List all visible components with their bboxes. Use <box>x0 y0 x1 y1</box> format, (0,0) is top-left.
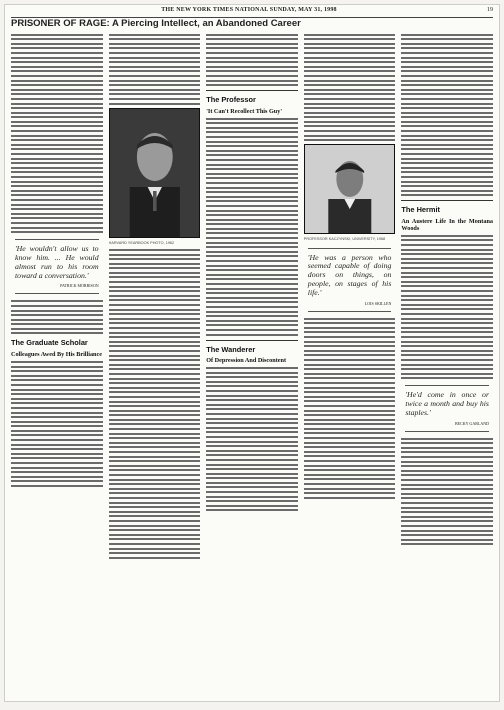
column-4 <box>304 31 396 695</box>
pull-quote-2-text: 'He was a person who seemed capable of doing doors on things, on people, on stages of his life.' <box>307 252 392 297</box>
page-number: 19 <box>487 7 493 13</box>
article-columns <box>11 31 493 695</box>
headline: PRISONER OF RAGE: A Piercing Intellect, an Abandoned Career <box>11 18 301 29</box>
pull-quote-1-text: 'He wouldn't allow us to know him. ... He would almost run to his room toward a conversation.' <box>15 244 99 280</box>
masthead-title: THE NEW YORK TIMES NATIONAL SUNDAY, MAY 31, 1998 <box>161 7 337 13</box>
pull-quote-3-byline: BECKY GARLAND <box>455 420 489 426</box>
section-hermit-heading: The Hermit <box>401 205 440 215</box>
section-wanderer-heading: The Wanderer <box>206 344 256 354</box>
pull-quote-3-text: 'He'd come in once or twice a month and buy his staples.' <box>405 390 489 417</box>
column-2 <box>109 31 201 695</box>
section-professor-heading: The Professor <box>206 95 256 105</box>
newspaper-page <box>4 4 500 702</box>
pull-quote-2-byline: LOIS SKILLEN <box>364 300 392 306</box>
pull-quote-2 <box>308 248 392 312</box>
photo-1 <box>109 108 201 238</box>
section-hermit-subtitle: An Austere Life In the Montana Woods <box>401 217 493 232</box>
column-3 <box>206 31 298 695</box>
section-graduate-subtitle: Colleagues Awed By His Brilliance <box>11 350 102 358</box>
column-5 <box>401 31 493 695</box>
pull-quote-1-byline: PATRICK MORRISON <box>60 283 99 289</box>
photo-1-caption: HARVARD YEARBOOK PHOTO, 1962 <box>108 240 175 245</box>
section-graduate-heading: The Graduate Scholar <box>11 338 88 348</box>
pull-quote-3 <box>405 385 489 431</box>
masthead <box>11 7 493 18</box>
section-professor-title: 'It Can't Recollect This Guy' <box>206 107 283 115</box>
section-wanderer-subtitle: Of Depression And Discontent <box>206 357 287 365</box>
column-1 <box>11 31 103 695</box>
portrait-image-2 <box>305 145 395 233</box>
photo-2-caption: PROFESSOR KACZYNSKI, UNIVERSITY, 1968 <box>303 237 386 242</box>
portrait-image-1 <box>110 109 200 237</box>
pull-quote-1 <box>15 239 99 294</box>
photo-2 <box>304 144 396 234</box>
